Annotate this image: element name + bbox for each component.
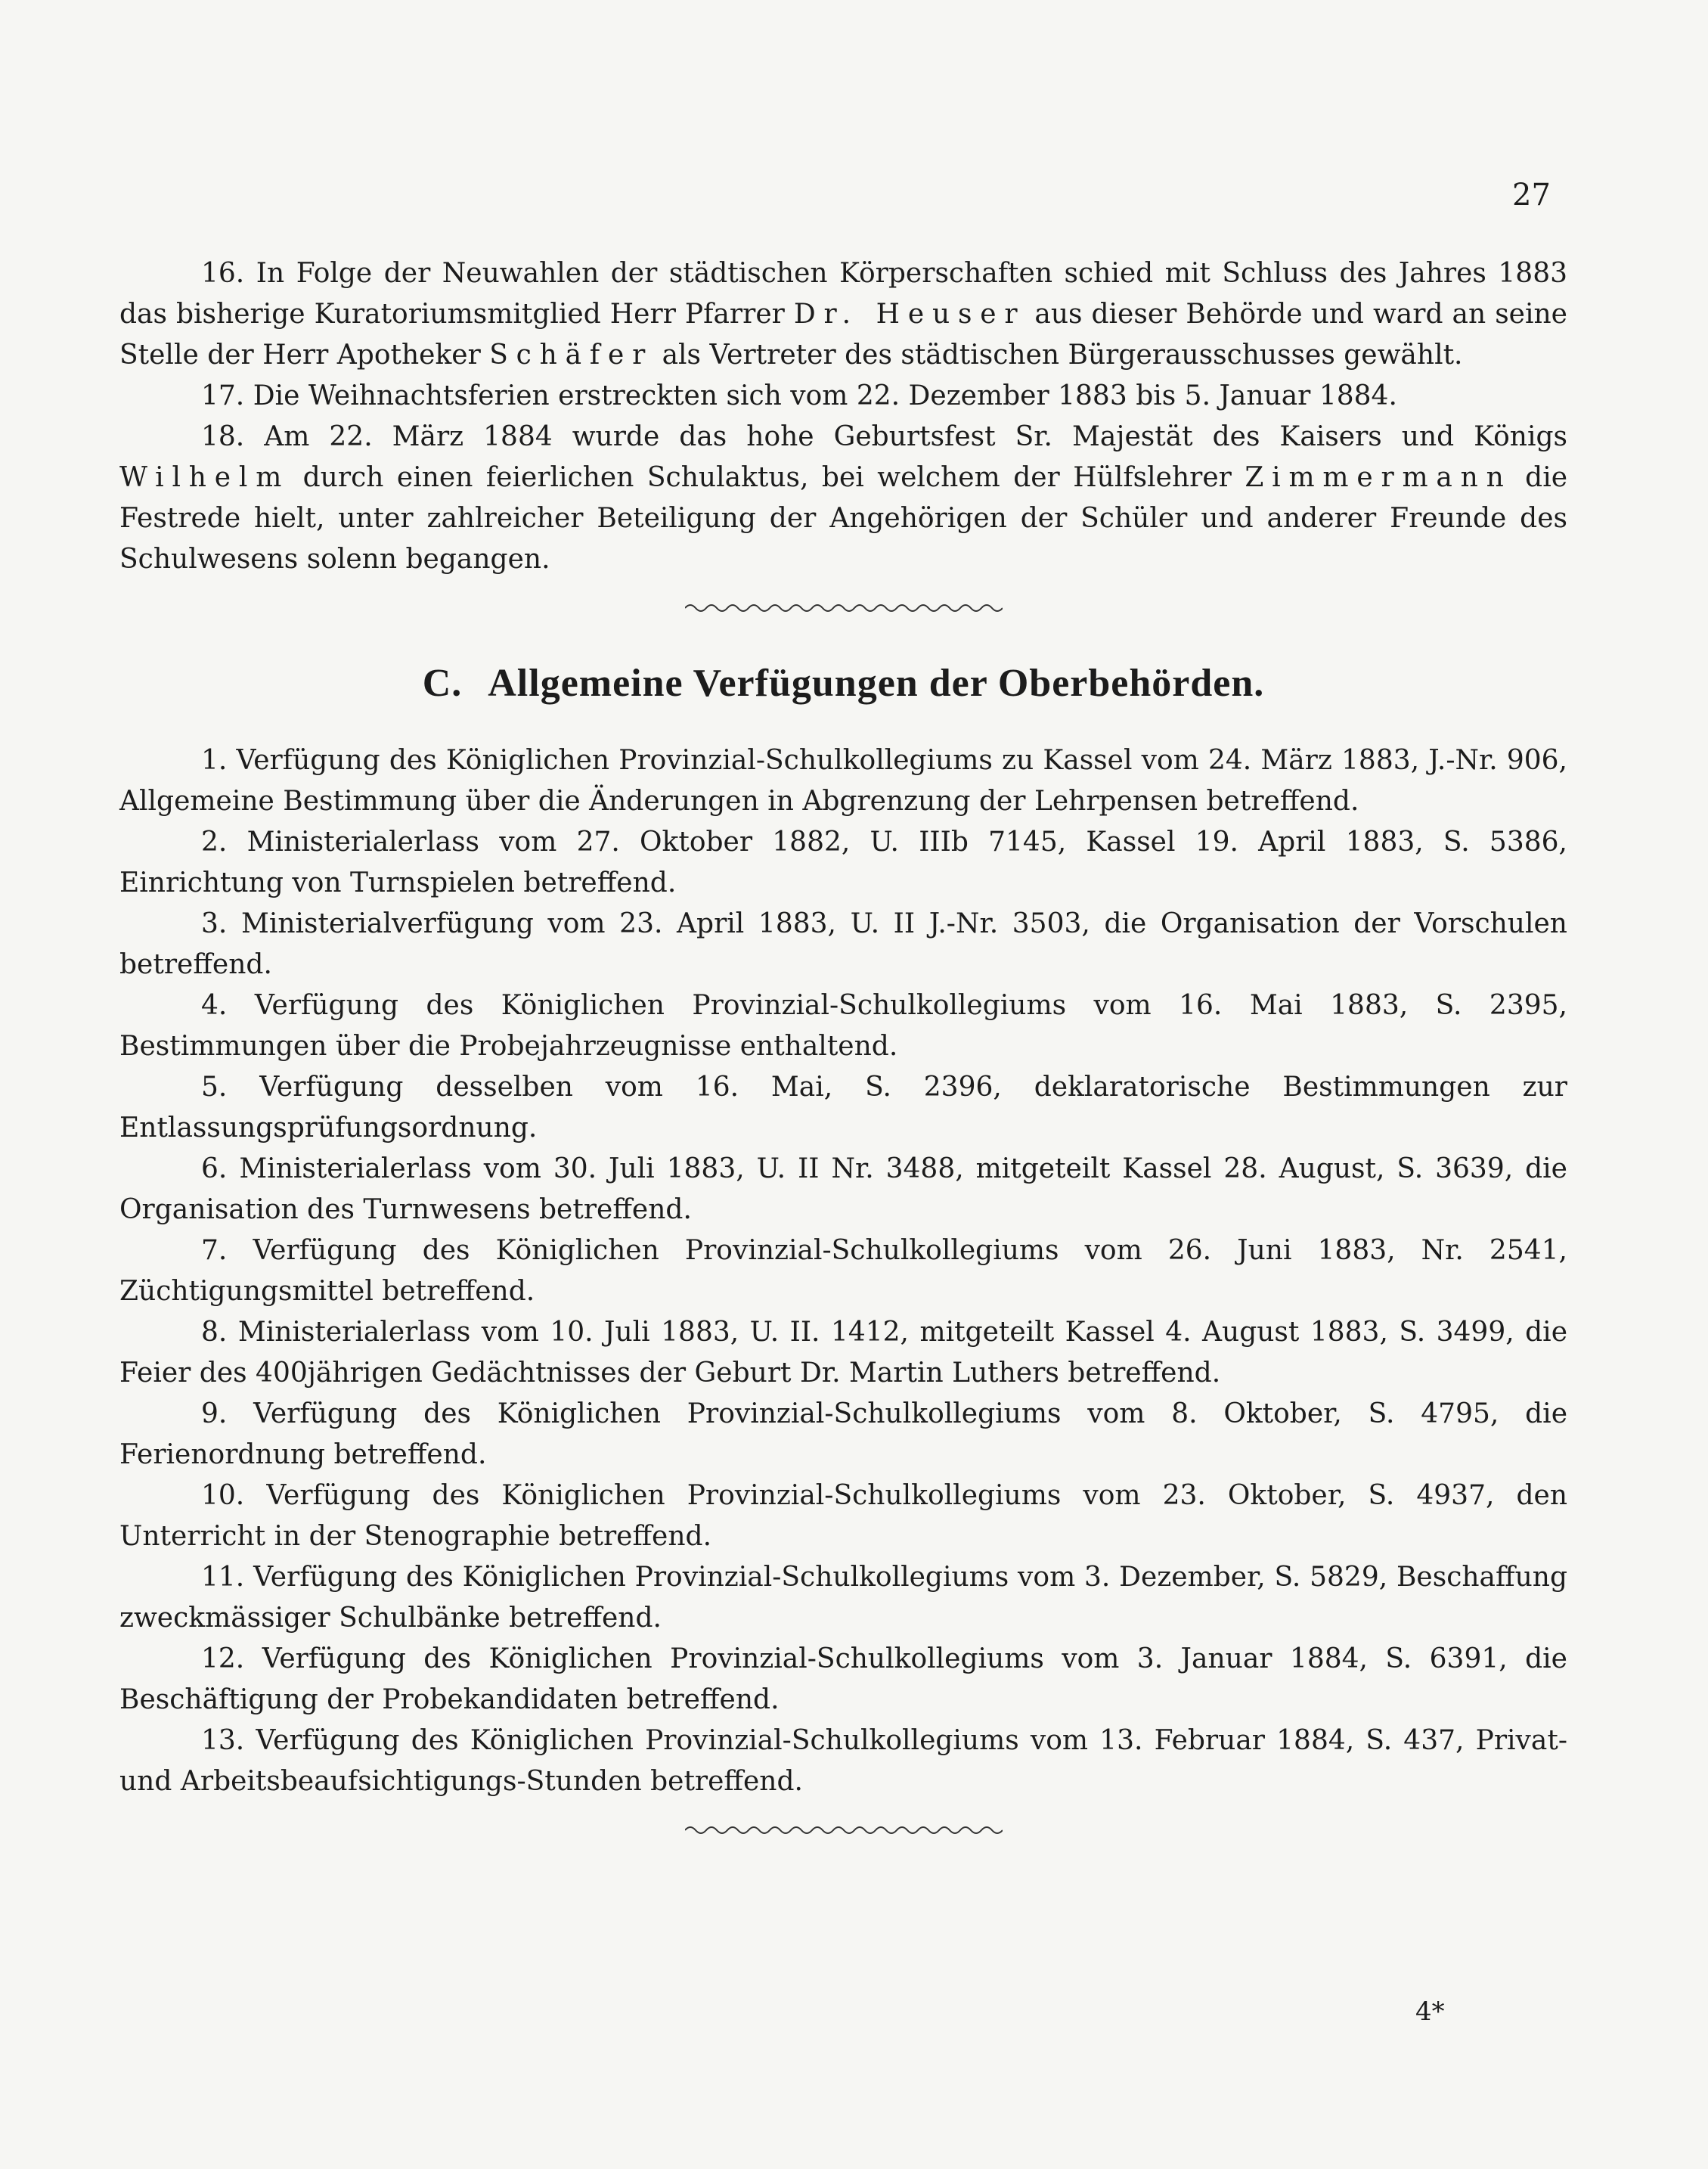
paragraph-18 <box>119 417 1567 580</box>
spaced-name: Zimmermann <box>1245 462 1512 493</box>
paragraph-17 <box>119 376 1567 417</box>
list-item <box>119 1721 1567 1802</box>
list-item <box>119 1312 1567 1394</box>
section-heading <box>119 663 1567 704</box>
paragraph-text: Am 22. März 1884 wurde das hohe Geburtsfest Sr. Majestät des Kaisers und Königs <box>264 421 1567 452</box>
item-text: Verfügung des Königlichen Provinzial-Schulkollegiums vom 8. Oktober, S. 4795, die Ferienordnung betreffend. <box>119 1398 1568 1470</box>
paragraph-text: aus dieser Behörde und ward an seine Stelle der Herr Apotheker <box>119 299 1567 371</box>
list-item <box>119 822 1567 904</box>
item-number: 8. <box>201 1317 228 1348</box>
item-number: 9. <box>201 1398 228 1429</box>
list-item <box>119 1639 1567 1721</box>
item-text: Ministerialverfügung vom 23. April 1883, U. II J.-Nr. 3503, die Organisation der Vorschulen betreffend. <box>119 908 1567 980</box>
item-text: Verfügung desselben vom 16. Mai, S. 2396, deklaratorische Bestimmungen zur Entlassungsprüfungsordnung. <box>119 1072 1567 1143</box>
paragraph-text: als Vertreter des städtischen Bürgerausschusses gewählt. <box>653 340 1463 371</box>
wavy-divider <box>685 600 1003 616</box>
item-text: Verfügung des Königlichen Provinzial-Schulkollegiums vom 16. Mai 1883, S. 2395, Bestimmungen über die Probejahrzeugnisse enthaltend. <box>119 990 1567 1062</box>
signature-mark: 4* <box>1415 1997 1445 2027</box>
item-text: Ministerialerlass vom 30. Juli 1883, U. II Nr. 3488, mitgeteilt Kassel 28. August, S. 3639, die Organisation des Turnwesens betreffend. <box>119 1153 1567 1225</box>
item-number: 13. <box>201 1725 245 1756</box>
item-text: Verfügung des Königlichen Provinzial-Schulkollegiums vom 23. Oktober, S. 4937, den Unterricht in der Stenographie betreffend. <box>119 1480 1567 1552</box>
spaced-name: Dr. Heuser <box>793 299 1026 330</box>
section-letter: C. <box>422 662 463 705</box>
paragraph-text: In Folge der Neuwahlen der städtischen Körperschaften schied mit Schluss des Jahres 1883 das bisherige Kuratoriumsmitglied Herr Pfarrer <box>119 258 1567 330</box>
item-text: Verfügung des Königlichen Provinzial-Schulkollegiums vom 26. Juni 1883, Nr. 2541, Züchtigungsmittel betreffend. <box>119 1235 1567 1307</box>
list-item <box>119 1557 1567 1639</box>
item-number: 4. <box>201 990 228 1021</box>
list-item <box>119 904 1567 985</box>
item-text: Ministerialerlass vom 27. Oktober 1882, U. IIIb 7145, Kassel 19. April 1883, S. 5386, Einrichtung von Turnspielen betreffend. <box>119 827 1567 898</box>
item-text: Verfügung des Königlichen Provinzial-Schulkollegiums vom 3. Dezember, S. 5829, Beschaffung zweckmässiger Schulbänke betreffend. <box>119 1562 1568 1634</box>
item-text: Ministerialerlass vom 10. Juli 1883, U. II. 1412, mitgeteilt Kassel 4. August 1883, S. 3499, die Feier des 400jährigen Gedächtnisses der Geburt Dr. Martin Luthers betreffend. <box>119 1317 1567 1389</box>
item-number: 12. <box>201 1643 245 1674</box>
item-text: Verfügung des Königlichen Provinzial-Schulkollegiums vom 13. Februar 1884, S. 437, Privat- und Arbeitsbeaufsichtigungs-Stunden betreffend. <box>119 1725 1567 1797</box>
list-item <box>119 985 1567 1067</box>
item-text: Verfügung des Königlichen Provinzial-Schulkollegiums zu Kassel vom 24. März 1883, J.-Nr. 906, Allgemeine Bestimmung über die Änderungen in Abgrenzung der Lehrpensen betreffend. <box>119 745 1567 817</box>
paragraph-16 <box>119 253 1567 376</box>
item-number: 10. <box>201 1480 245 1511</box>
item-number: 11. <box>201 1562 245 1593</box>
item-number: 6. <box>201 1153 228 1184</box>
item-number: 7. <box>201 1235 228 1266</box>
list-item <box>119 1149 1567 1230</box>
wavy-divider <box>685 1822 1003 1839</box>
item-number: 1. <box>201 745 228 776</box>
list-item <box>119 740 1567 822</box>
paragraph-text: die Festrede hielt, unter zahlreicher Beteiligung der Angehörigen der Schüler und anderer Freunde des Schulwesens solenn begangen. <box>119 462 1568 575</box>
list-item <box>119 1067 1567 1149</box>
item-number: 2. <box>201 827 228 858</box>
paragraph-number: 17. <box>201 380 245 411</box>
page-body <box>119 253 1567 1839</box>
list-item <box>119 1230 1567 1312</box>
paragraph-number: 18. <box>201 421 245 452</box>
spaced-name: Schäfer <box>489 340 654 371</box>
item-number: 3. <box>201 908 228 939</box>
section-title: Allgemeine Verfügungen der Oberbehörden. <box>488 662 1265 705</box>
item-text: Verfügung des Königlichen Provinzial-Schulkollegiums vom 3. Januar 1884, S. 6391, die Beschäftigung der Probekandidaten betreffend. <box>119 1643 1567 1715</box>
list-item <box>119 1394 1567 1475</box>
item-number: 5. <box>201 1072 228 1103</box>
decree-list <box>119 740 1567 1802</box>
list-item <box>119 1475 1567 1557</box>
page-number: 27 <box>1512 178 1551 213</box>
paragraph-text: durch einen feierlichen Schulaktus, bei welchem der Hülfslehrer <box>290 462 1245 493</box>
paragraph-text: Die Weihnachtsferien erstreckten sich vom 22. Dezember 1883 bis 5. Januar 1884. <box>253 380 1397 411</box>
paragraph-number: 16. <box>201 258 245 289</box>
spaced-name: Wilhelm <box>119 462 290 493</box>
